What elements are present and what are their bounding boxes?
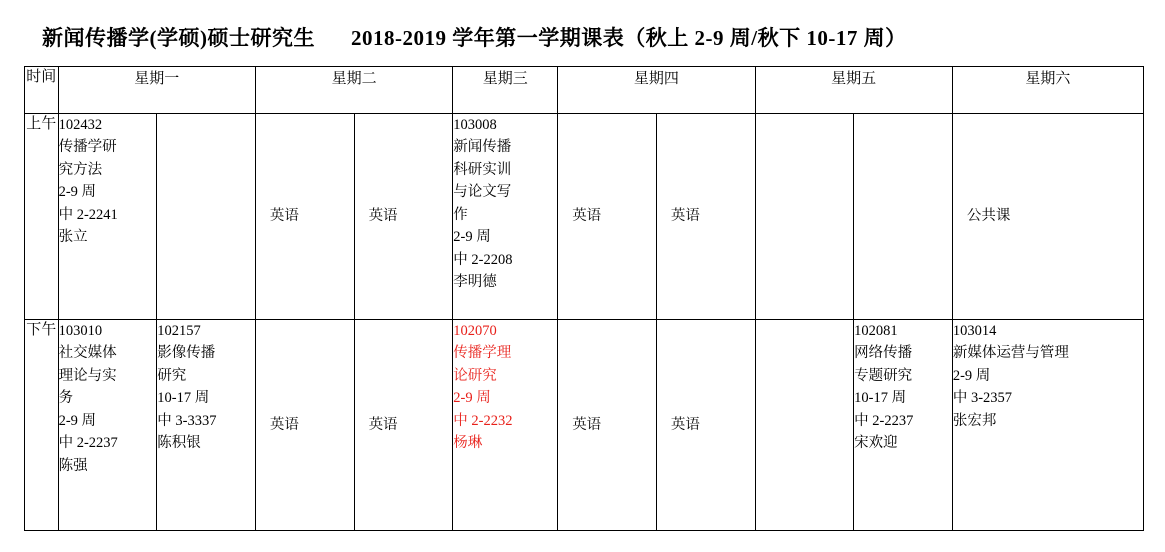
header-day-wednesday: 星期三 [453,67,558,114]
header-time: 时间 [25,67,59,114]
course-name-line: 英语 [368,416,398,433]
cell-fri-a-afternoon [755,320,854,531]
course-name-line: 研究 [157,367,187,384]
cell-sat-afternoon [952,320,1143,531]
course-name-line: 务 [58,390,74,407]
course-name-line: 论研究 [453,367,497,384]
header-day-tuesday: 星期二 [255,67,452,114]
row-label-morning: 上午 [25,114,59,320]
cell-tue-b-afternoon [354,320,453,531]
course-room: 中 2-2232 [453,412,513,429]
cell-tue-a-morning [255,114,354,320]
cell-thu-b-afternoon [656,320,755,531]
schedule-table [24,66,1144,531]
course-teacher: 宋欢迎 [854,435,898,452]
course-name-line: 社交媒体 [58,345,117,362]
course-room: 中 2-2237 [58,435,118,452]
cell-thu-b-morning [656,114,755,320]
course-teacher: 李明德 [453,274,497,291]
course-weeks: 10-17 周 [854,390,907,407]
cell-fri-b-morning [854,114,953,320]
header-day-saturday: 星期六 [952,67,1143,114]
header-day-friday: 星期五 [755,67,952,114]
course-name-line: 英语 [670,208,700,225]
course-weeks: 2-9 周 [453,229,491,246]
course-teacher: 张立 [58,229,88,246]
cell-thu-a-morning [558,114,657,320]
course-code: 102081 [854,323,898,339]
course-weeks: 2-9 周 [58,412,97,429]
course-teacher: 张宏邦 [952,412,997,429]
cell-wed-afternoon [453,320,558,531]
course-name-line: 英语 [269,208,299,225]
page-title-left: 新闻传播学(学硕)硕士研究生 [42,26,315,50]
cell-fri-b-afternoon [854,320,953,531]
row-label-afternoon: 下午 [25,320,59,531]
course-teacher: 杨琳 [453,435,483,452]
course-name-line: 英语 [572,208,602,225]
cell-tue-b-morning [354,114,453,320]
course-weeks: 2-9 周 [58,184,97,201]
cell-mon-a-afternoon [58,320,157,531]
course-name-line: 新媒体运营与管理 [952,345,1069,362]
course-name-line: 英语 [368,208,398,225]
cell-mon-b-afternoon [157,320,256,531]
course-room: 中 2-2237 [854,412,914,429]
cell-mon-a-morning [58,114,157,320]
course-weeks: 2-9 周 [952,367,991,384]
course-teacher: 陈强 [58,457,88,474]
cell-fri-a-morning [755,114,854,320]
course-teacher: 陈积银 [157,435,201,452]
course-name-line: 科研实训 [453,161,512,178]
page-title-right: 2018-2019 学年第一学期课表（秋上 2-9 周/秋下 10-17 周） [351,26,907,50]
course-code: 103014 [952,323,997,339]
cell-wed-morning [453,114,558,320]
course-name-line: 究方法 [58,161,103,178]
cell-sat-morning [952,114,1143,320]
course-name-line: 传播学研 [58,139,117,156]
course-name-line: 影像传播 [157,345,216,362]
course-code: 103008 [453,117,497,133]
table-header-row [25,67,1144,114]
course-code: 102432 [58,117,103,133]
cell-mon-b-morning [157,114,256,320]
page-title [0,0,1165,66]
course-room: 中 2-2208 [453,251,513,268]
course-name-line: 新闻传播 [453,139,512,156]
course-name-line: 公共课 [966,208,1011,225]
table-row-afternoon [25,320,1144,531]
header-day-monday: 星期一 [58,67,255,114]
course-room: 中 3-3337 [157,412,217,429]
cell-tue-a-afternoon [255,320,354,531]
course-name-line: 英语 [670,416,700,433]
course-name-line: 作 [453,206,468,223]
course-name-line: 与论文写 [453,184,512,201]
course-code: 102157 [157,323,201,339]
course-name-line: 网络传播 [854,345,913,362]
course-room: 中 2-2241 [58,206,118,223]
course-name-line: 传播学理 [453,345,512,362]
course-weeks: 2-9 周 [453,390,491,407]
header-day-thursday: 星期四 [558,67,755,114]
course-weeks: 10-17 周 [157,390,210,407]
course-name-line: 理论与实 [58,367,117,384]
course-room: 中 3-2357 [952,390,1013,407]
course-name-line: 英语 [572,416,602,433]
course-name-line: 专题研究 [854,367,913,384]
course-code: 103010 [58,323,103,339]
course-code: 102070 [453,323,497,339]
course-name-line: 英语 [269,416,299,433]
table-row-morning [25,114,1144,320]
cell-thu-a-afternoon [558,320,657,531]
